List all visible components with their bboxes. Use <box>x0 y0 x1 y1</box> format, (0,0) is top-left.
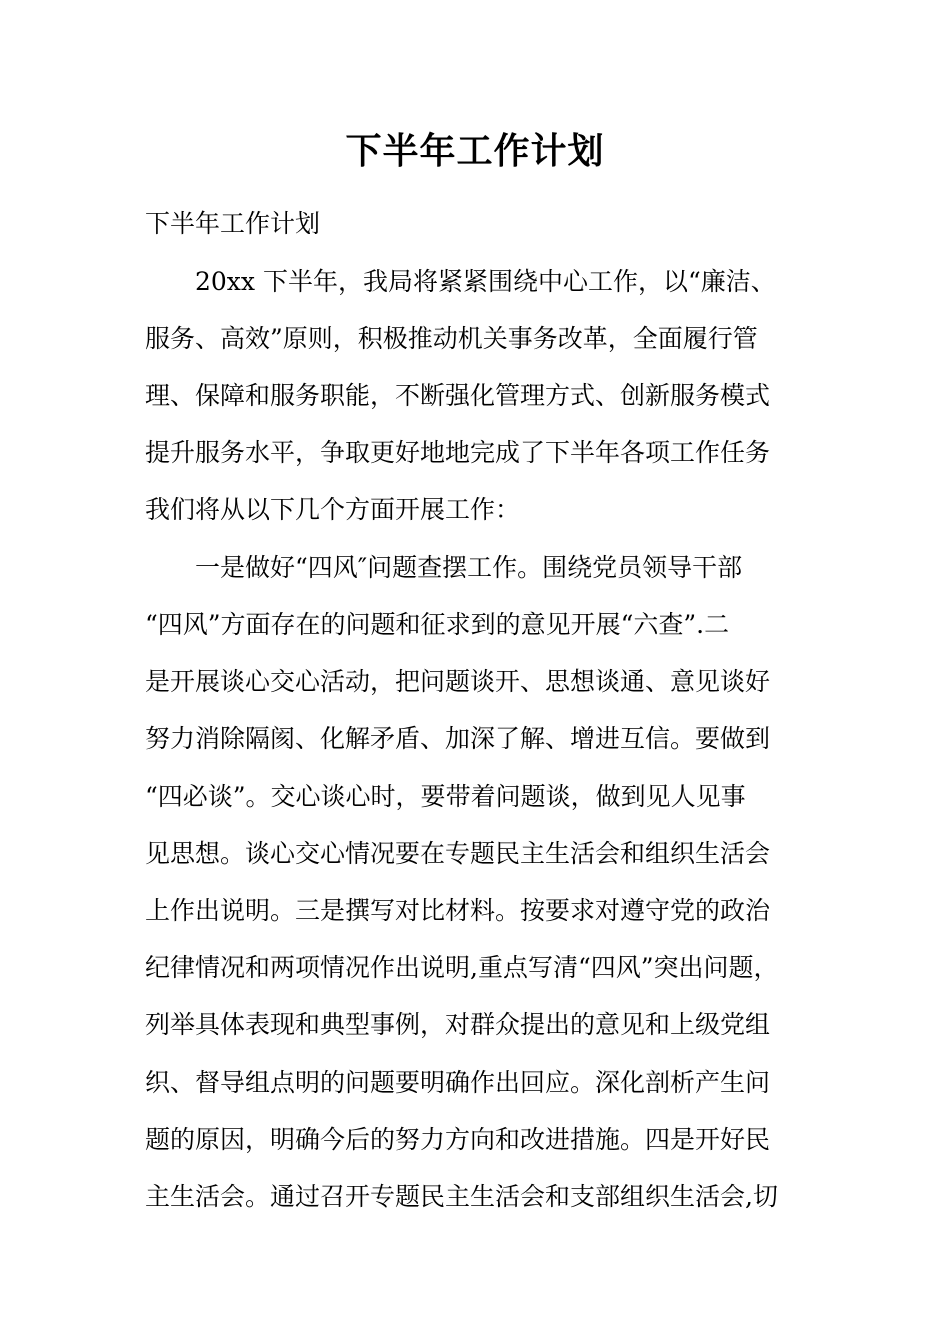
body-line: 题的原因，明确今后的努力方向和改进措施。四是开好民 <box>145 1125 771 1154</box>
body-line: “四必谈”。交心谈心时，要带着问题谈，做到见人见事 <box>145 782 746 811</box>
subtitle-line: 下半年工作计划 <box>145 209 321 238</box>
body-line: 20xx 下半年，我局将紧紧围绕中心工作，以“廉洁、 <box>145 267 776 296</box>
body-line: 上作出说明。三是撰写对比材料。按要求对遵守党的政治 <box>145 896 771 925</box>
body-line: 我们将从以下几个方面开展工作： <box>145 495 521 524</box>
body-line: 提升服务水平，争取更好地地完成了下半年各项工作任务 <box>145 438 771 467</box>
body-line: 见思想。谈心交心情况要在专题民主生活会和组织生活会 <box>145 839 771 868</box>
document-title: 下半年工作计划 <box>345 131 605 172</box>
body-line: 列举具体表现和典型事例，对群众提出的意见和上级党组 <box>145 1010 771 1039</box>
body-line: 主生活会。通过召开专题民主生活会和支部组织生活会,切 <box>145 1182 778 1211</box>
body-line: “四风”方面存在的问题和征求到的意见开展“六查”.二 <box>145 610 730 639</box>
body-line: 服务、高效”原则，积极推动机关事务改革，全面履行管 <box>145 324 758 353</box>
body-line: 理、保障和服务职能，不断强化管理方式、创新服务模式 <box>145 381 771 410</box>
body-line: 织、督导组点明的问题要明确作出回应。深化剖析产生问 <box>145 1068 771 1097</box>
body-line: 纪律情况和两项情况作出说明,重点写清“四风”突出问题， <box>145 953 779 982</box>
body-line: 一是做好“四风″问题查摆工作。围绕党员领导干部 <box>145 553 743 582</box>
body-line: 是开展谈心交心活动，把问题谈开、思想谈通、意见谈好 <box>145 667 771 696</box>
body-line: 努力消除隔阂、化解矛盾、加深了解、增进互信。要做到 <box>145 724 771 753</box>
